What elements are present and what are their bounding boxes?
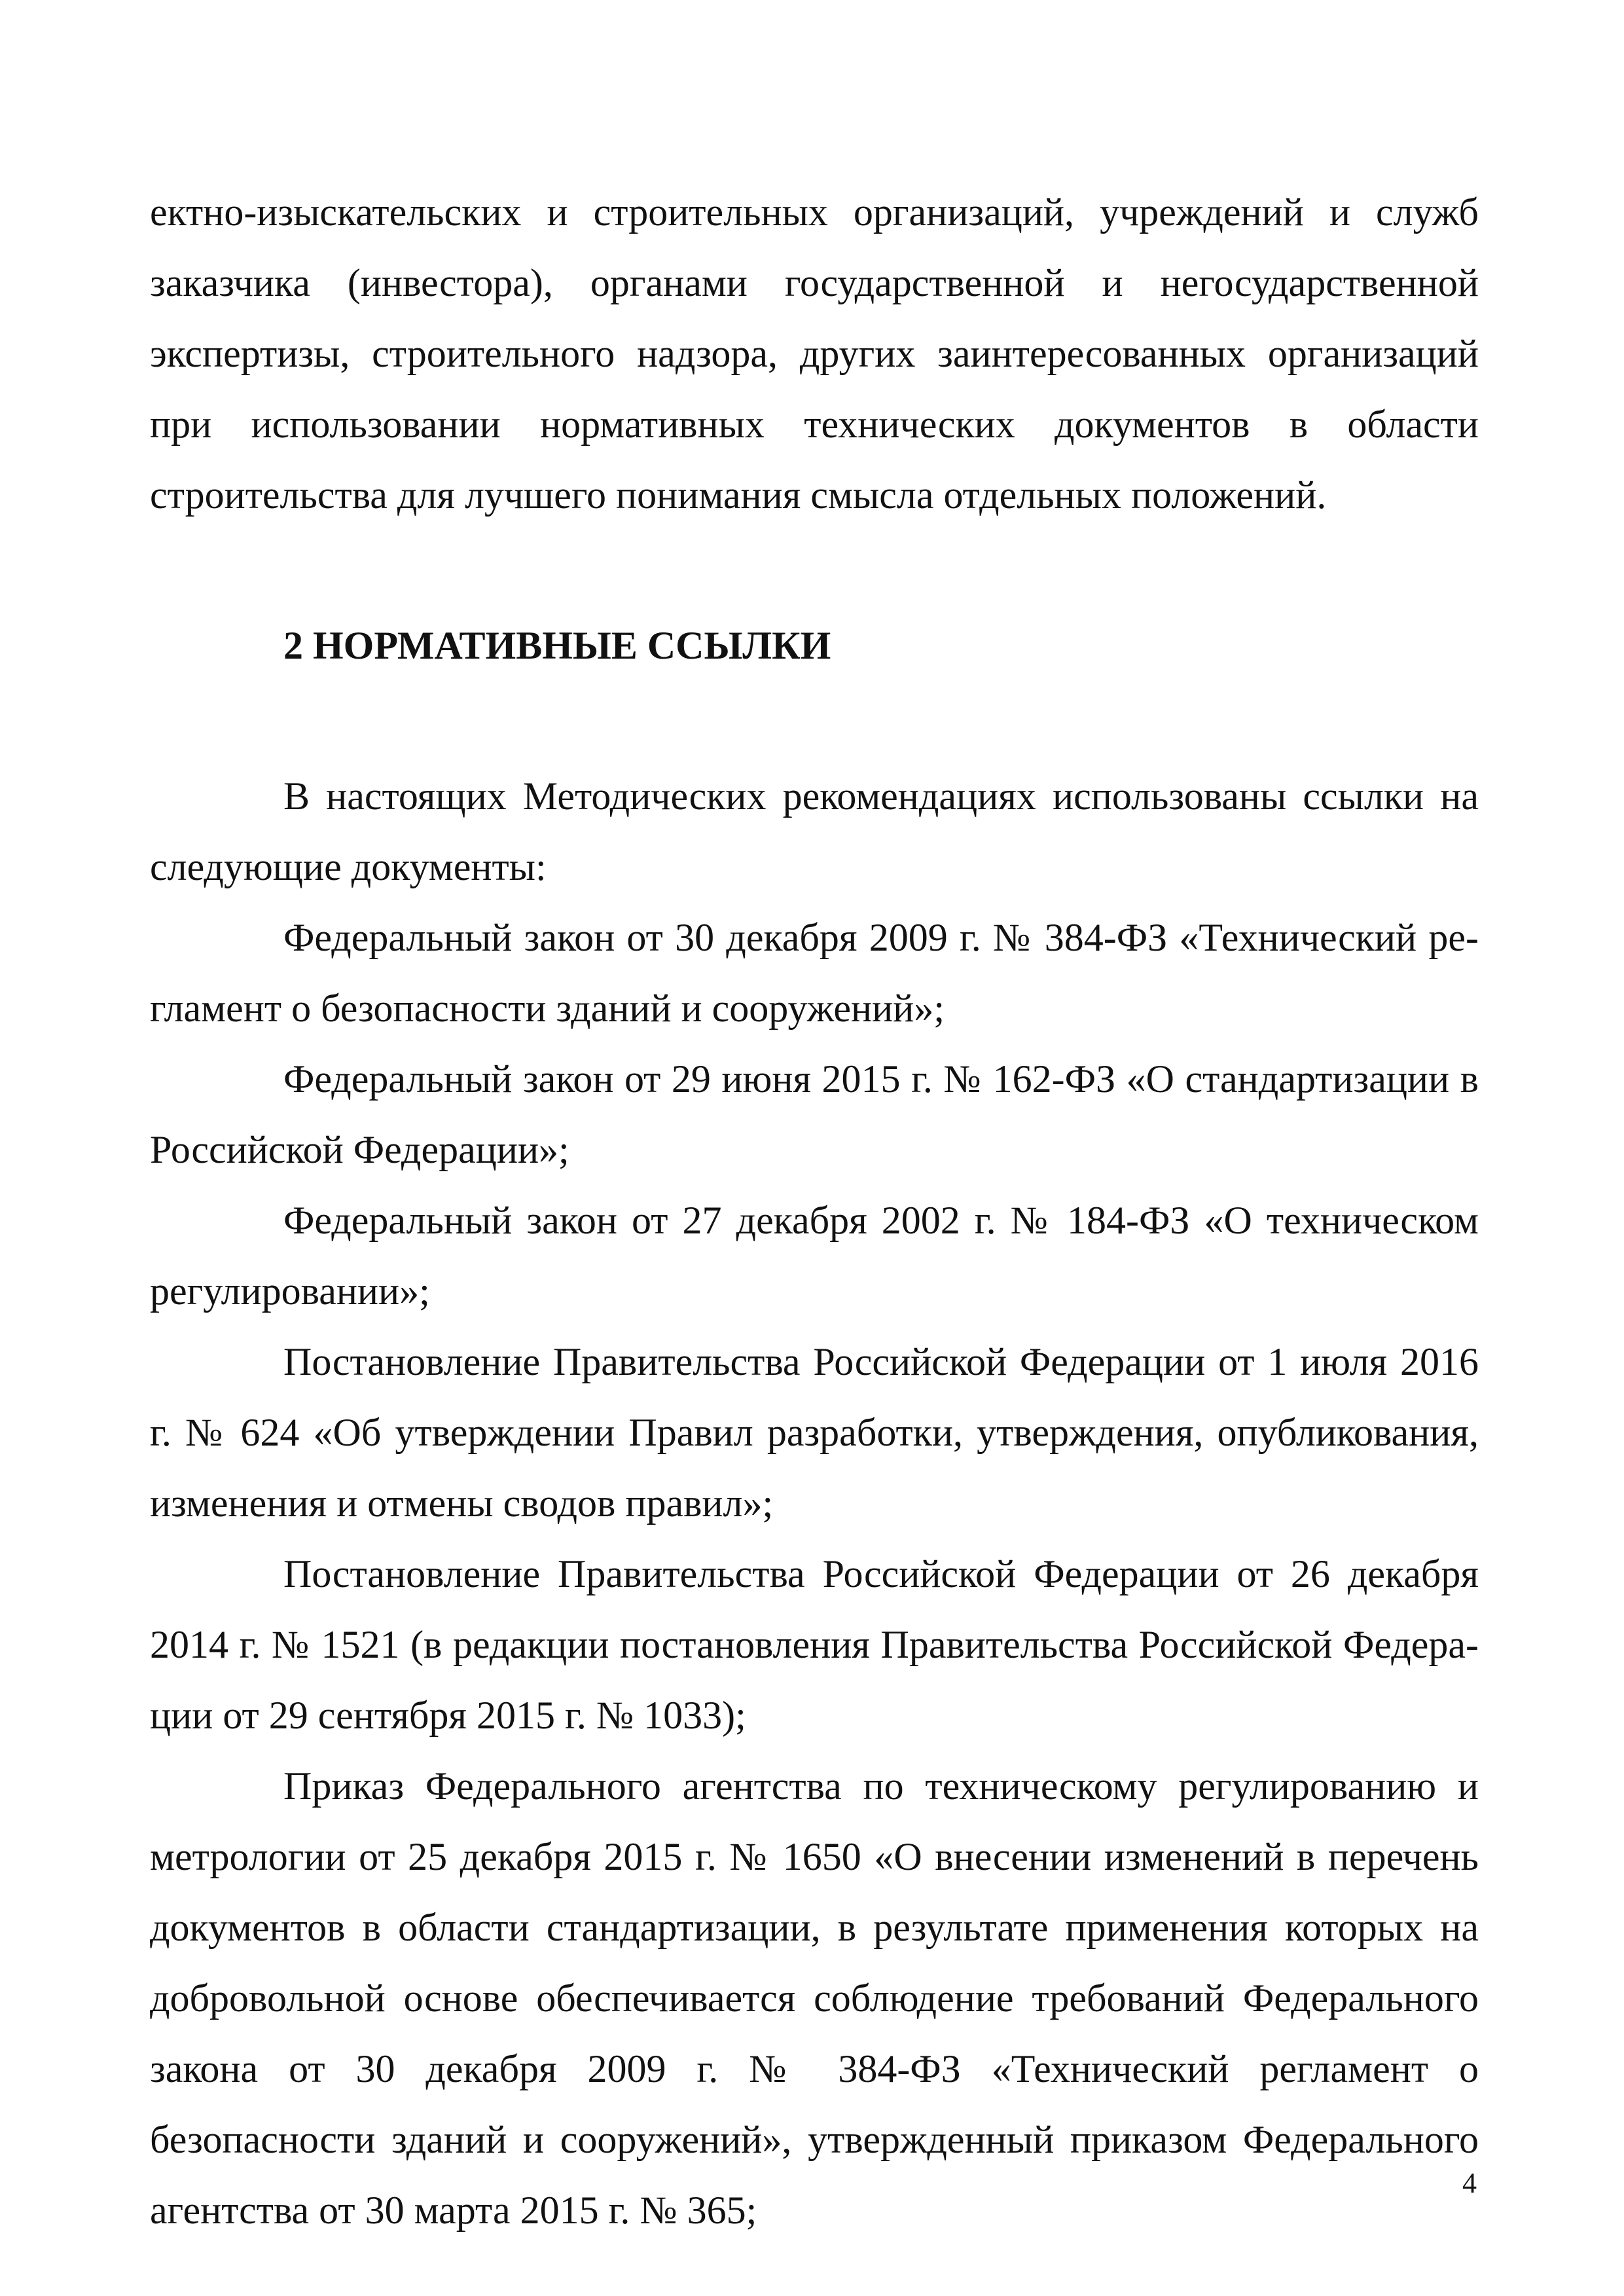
reference-item: Федеральный закон от 29 июня 2015 г. № 162-ФЗ «О стандартизации в Российской Федерации»;	[150, 1057, 1479, 1171]
reference-item: Постановление Правительства Российской Федерации от 1 июля 2016 г. № 624 «Об утверждении Правил разработки, утверждения, опубликования, изменения и отмены сводов правил»;	[150, 1340, 1479, 1525]
page-body	[150, 177, 1479, 2246]
reference-item: Федеральный закон от 27 декабря 2002 г. № 184-ФЗ «О техническом регулировании»;	[150, 1199, 1479, 1313]
section-heading: 2 НОРМАТИВНЫЕ ССЫЛКИ	[283, 624, 831, 667]
reference-item: Постановление Правительства Российской Федерации от 26 декабря 2014 г. № 1521 (в редакции постановления Правительства Российской Федерации от 29 сентября 2015 г. № 1033);	[150, 1552, 1479, 1737]
page-number: 4	[1462, 2167, 1477, 2199]
section-intro-paragraph: В настоящих Методических рекомендациях использованы ссылки на следующие документы:	[150, 774, 1479, 888]
reference-item: Приказ Федерального агентства по техническому регулированию и метрологии от 25 декабря 2015 г. № 1650 «О внесении изменений в перечень документов в области стандартизации, в результате применения которых на добровольной основе обеспечивается соблюдение требований Федерального закона от 30 декабря 2009 г. № 384-ФЗ «Технический регламент о безопасности зданий и сооружений», утвержденный приказом Федерального агентства от 30 марта 2015 г. № 365;	[150, 1764, 1479, 2232]
intro-paragraph: ектно-изыскательских и строительных организаций, учреждений и служб заказчика (инвестора), органами государственной и негосударственной экспертизы, строительного надзора, других заинтересованных организаций при использовании нормативных технических документов в области строительства для лучшего понимания смысла отдельных положений.	[150, 191, 1479, 517]
reference-item: Федеральный закон от 30 декабря 2009 г. № 384-ФЗ «Технический регламент о безопасности зданий и сооружений»;	[150, 916, 1479, 1030]
